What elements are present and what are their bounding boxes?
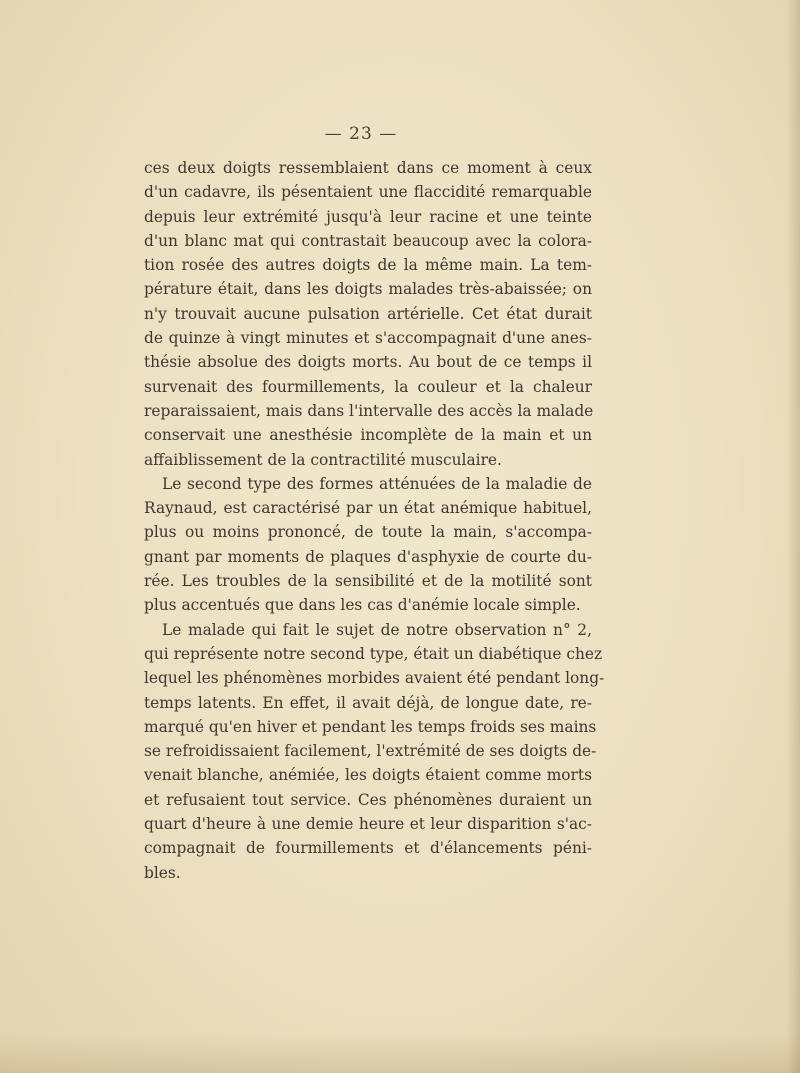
text-line: marqué qu'en hiver et pendant les temps froids ses mains — [144, 717, 597, 736]
text-line: rée. Les troubles de la sensibilité et de la motilité sont — [144, 572, 592, 591]
text-line: venait blanche, anémiée, les doigts étaient comme morts — [144, 766, 592, 785]
page-edge-shadow — [786, 0, 800, 1073]
page-bottom-shadow — [0, 1033, 800, 1073]
text-line: se refroidissaient facilement, l'extrémité de ses doigts de- — [144, 742, 597, 761]
text-line: gnant par moments de plaques d'asphyxie de courte du- — [144, 547, 592, 566]
text-line: depuis leur extrémité jusqu'à leur racine et une teinte — [144, 207, 592, 226]
text-line: survenait des fourmillements, la couleur et la chaleur — [144, 377, 592, 396]
text-line: compagnait de fourmillements et d'élancements péni- — [144, 839, 592, 858]
text-line: affaiblissement de la contractilité musculaire. — [144, 450, 502, 469]
text-line: quart d'heure à une demie heure et leur disparition s'ac- — [144, 815, 592, 834]
text-line: n'y trouvait aucune pulsation artérielle. Cet état durait — [144, 304, 592, 323]
text-line: plus accentués que dans les cas d'anémie locale simple. — [144, 596, 581, 615]
text-line: plus ou moins prononcé, de toute la main, s'accompa- — [144, 523, 592, 542]
text-line: reparaissaient, mais dans l'intervalle des accès la malade — [144, 401, 594, 420]
text-line: Le malade qui fait le sujet de notre observation n° 2, — [162, 620, 592, 639]
text-line: pérature était, dans les doigts malades très-abaissée; on — [144, 280, 592, 299]
text-line: thésie absolue des doigts morts. Au bout de ce temps il — [144, 353, 592, 372]
text-line: qui représente notre second type, était un diabétique chez — [144, 644, 603, 663]
text-line: conservait une anesthésie incomplète de la main et un — [144, 426, 592, 445]
text-line: temps latents. En effet, il avait déjà, de longue date, re- — [144, 693, 592, 712]
text-line: Le second type des formes atténuées de la maladie de — [162, 474, 592, 493]
text-line: bles. — [144, 863, 181, 882]
text-line: ces deux doigts ressemblaient dans ce moment à ceux — [144, 159, 592, 177]
text-line: tion rosée des autres doigts de la même main. La tem- — [144, 256, 592, 275]
text-line: Raynaud, est caractérisé par un état anémique habituel, — [144, 499, 592, 518]
body-text — [144, 156, 605, 885]
page-number: — 23 — — [324, 124, 398, 144]
text-line: lequel les phénomènes morbides avaient été pendant long- — [144, 669, 605, 688]
text-line: d'un cadavre, ils pésentaient une flaccidité remarquable — [144, 183, 592, 202]
text-line: et refusaient tout service. Ces phénomènes duraient un — [144, 790, 592, 809]
text-line: d'un blanc mat qui contrastait beaucoup avec la colora- — [144, 231, 592, 250]
text-line: de quinze à vingt minutes et s'accompagnait d'une anes- — [144, 329, 592, 348]
